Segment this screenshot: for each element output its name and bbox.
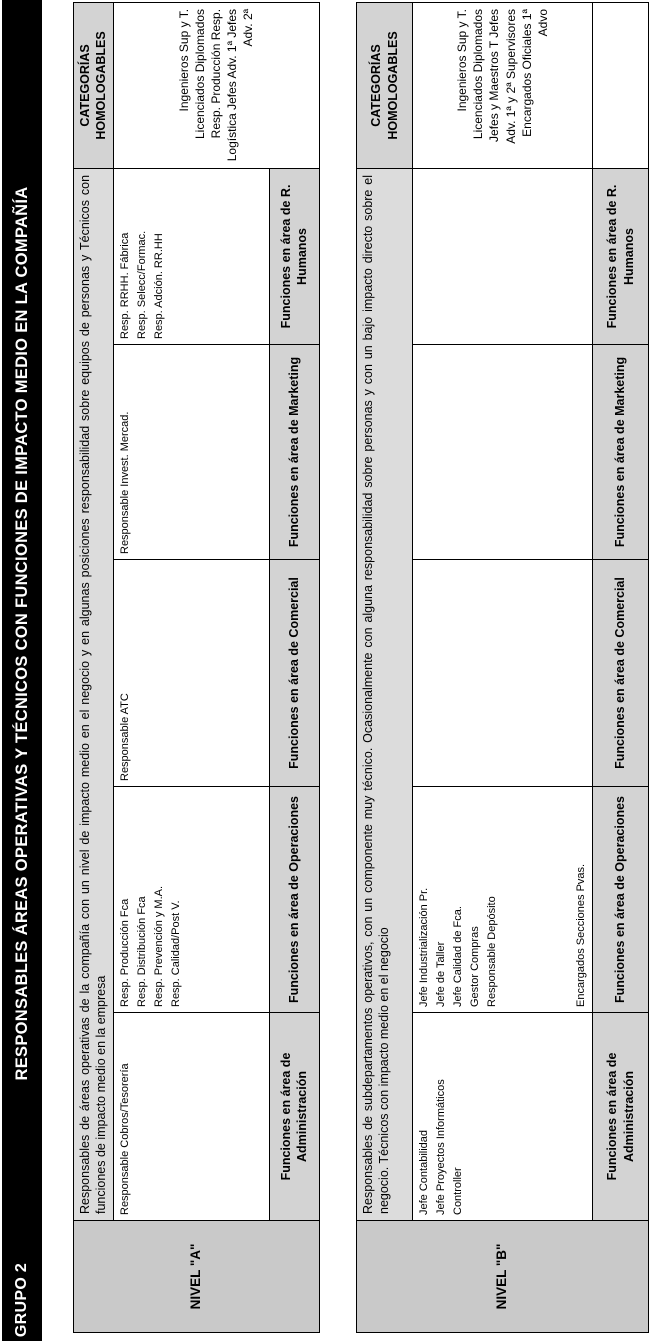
group-title: RESPONSABLES ÁREAS OPERATIVAS Y TÉCNICOS CON FUNCIONES DE IMPACTO MEDIO EN LA COMPAÑÍA: [12, 186, 31, 1081]
list-item: Resp. Distribución Fca: [135, 896, 148, 1007]
list-item: Jefe de Taller: [435, 941, 448, 1007]
list-item: Resp. Adción. RR.HH: [152, 233, 165, 339]
list-item: Responsable Cobros/Tesorería: [118, 1063, 131, 1215]
group-label: GRUPO 2: [13, 1262, 30, 1338]
list-item: Jefe Contabilidad: [418, 1129, 430, 1215]
nivel-a-label-administracion: Funciones en área de Administración: [269, 1013, 319, 1221]
list-item: Encargados Secciones Pvas.: [574, 863, 587, 1007]
nivel-b-area-comercial: [413, 560, 593, 787]
nivel-b-area-operaciones: [413, 787, 593, 1013]
nivel-a-area-rrhh: [113, 168, 269, 344]
list-item: Jefe Proyectos Informáticos: [435, 1079, 448, 1215]
list-item: Resp. Selecc/Formac.: [135, 230, 148, 339]
nivel-b-label-marketing: Funciones en área de Marketing: [593, 345, 649, 560]
nivel-a-area-comercial: [113, 560, 269, 787]
list-item: Gestor Compras: [469, 926, 482, 1007]
nivel-a-label-rrhh: Funciones en área de R. Humanos: [269, 168, 319, 344]
list-item: Jefe Calidad de Fca.: [452, 906, 465, 1007]
list-item: Responsable Invest. Mercad.: [118, 411, 131, 554]
list-item: Responsable Depósito: [486, 896, 499, 1007]
list-item: Resp. Calidad/Post V.: [169, 900, 182, 1007]
nivel-b-label-administracion: Funciones en área de Administración: [593, 1013, 649, 1221]
nivel-b-area-administracion: [413, 1013, 593, 1221]
nivel-b-categories-footer: [593, 3, 649, 169]
nivel-a-area-marketing: [113, 345, 269, 560]
nivel-b-area-rrhh: [413, 169, 593, 345]
list-item: Responsable ATC: [118, 693, 131, 781]
nivel-b-label-operaciones: Funciones en área de Operaciones: [593, 787, 649, 1013]
nivel-a-label-marketing: Funciones en área de Marketing: [269, 345, 319, 560]
nivel-a-description: Responsables de áreas operativas de la compañía con un nivel de impacto medio en el negocio y en algunas posiciones responsabilidad sobre equipos de personas y Técnicos con funciones de impacto medio en la empresa: [74, 168, 114, 1220]
nivel-a-table: [73, 2, 320, 1333]
nivel-b-label: NIVEL "B": [357, 1221, 649, 1333]
list-item: Resp. Prevención y M.A.: [152, 885, 165, 1007]
list-item: Controller: [452, 1167, 465, 1215]
nivel-b-label-comercial: Funciones en área de Comercial: [593, 560, 649, 787]
nivel-a-label-comercial: Funciones en área de Comercial: [269, 560, 319, 787]
nivel-a-label: NIVEL "A": [74, 1221, 320, 1333]
list-item: Jefe Industrialización Pr.: [418, 887, 430, 1007]
nivel-a-categories: Ingenieros Sup y T. Licenciados Diplomados Resp. Producción Resp. Logística Jefes Adv. 1ª Jefes Adv. 2ª: [113, 2, 319, 168]
nivel-b-table: [356, 2, 649, 1333]
nivel-b-area-marketing: [413, 345, 593, 560]
nivel-b-label-rrhh: Funciones en área de R. Humanos: [593, 169, 649, 345]
nivel-b-categories: Ingenieros Sup y T. Licenciados Diplomados Jefes y Maestros T Jefes Adv. 1ª y 2ª Supervisores Encargados Oficiales 1ª Advo: [413, 3, 593, 169]
list-item: Resp. RRHH. Fábrica: [118, 232, 131, 339]
nivel-a-categories-header: CATEGORÍAS HOMOLOGABLES: [74, 2, 114, 168]
nivel-a-area-administracion: [113, 1013, 269, 1221]
nivel-a-label-operaciones: Funciones en área de Operaciones: [269, 787, 319, 1013]
nivel-a-area-operaciones: [113, 787, 269, 1013]
nivel-b-categories-header: CATEGORÍAS HOMOLOGABLES: [357, 3, 413, 169]
group-header-band: [2, 0, 42, 1341]
list-item: Resp. Producción Fca: [118, 898, 131, 1007]
nivel-b-description: Responsables de subdepartamentos operativos, con un componente muy técnico. Ocasionalmente con alguna responsabilidad sobre personas y con un bajo impacto directo sobre el negocio. Técnicos con impacto medio en el negocio: [357, 169, 413, 1221]
